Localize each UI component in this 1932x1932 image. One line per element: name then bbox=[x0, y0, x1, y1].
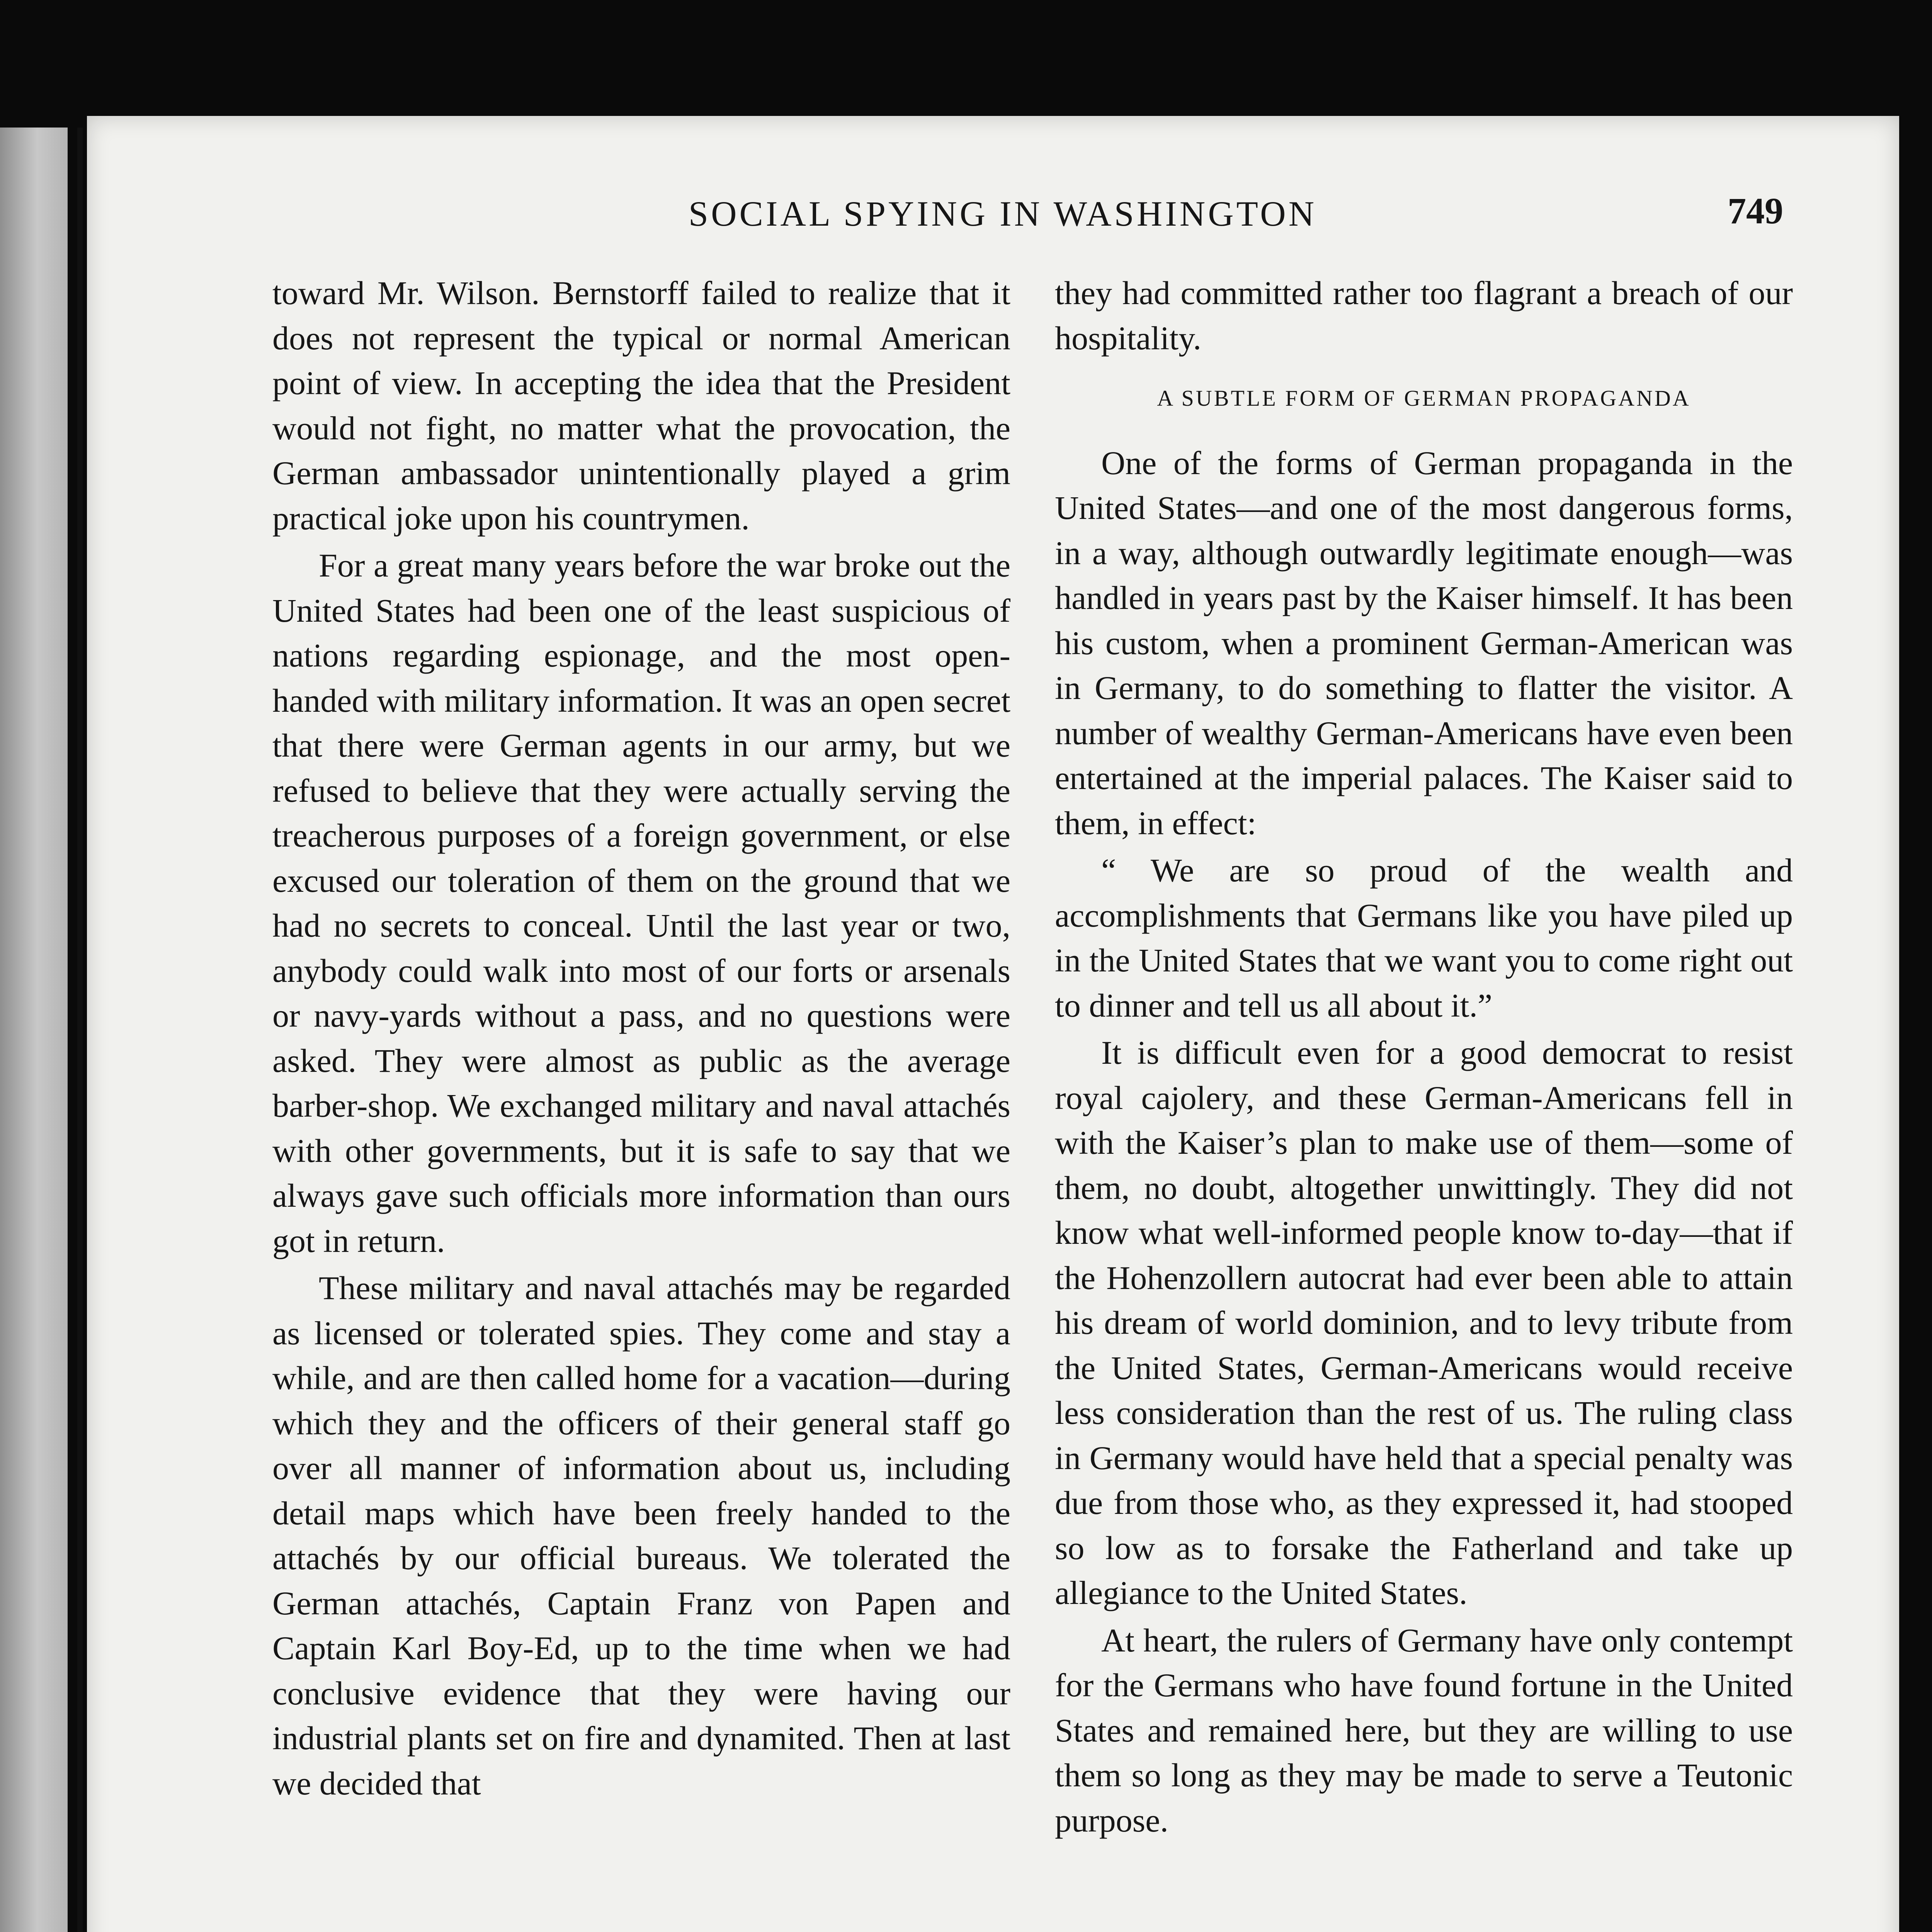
paragraph: It is difficult even for a good democrat to resist royal cajolery, and these German-Americans fell in with the Kaiser’s plan to make use of them—some of them, no doubt, altogether unwittingly. They did not know what well-informed people know to-day—that if the Hohenzollern autocrat had ever been able to attain his dream of world dominion, and to levy tribute from the United States, German-Americans would receive less consideration than the rest of us. The ruling class in Germany would have held that a special penalty was due from those who, as they expressed it, had stooped so low as to forsake the Fatherland and take up allegiance to the United States. bbox=[1055, 1034, 1793, 1611]
paragraph: For a great many years before the war broke out the United States had been one of the least suspicious of nations regarding espionage, and the most open-handed with military information. It was an open secret that there were German agents in our army, but we refused to believe that they were actually serving the treacherous purposes of a foreign government, or else excused our toleration of them on the ground that we had no secrets to conceal. Until the last year or two, anybody could walk into most of our forts or arsenals or navy-yards without a pass, and no questions were asked. They were almost as public as the average barber-shop. We exchanged military and naval attachés with other governments, but it is safe to say that we always gave such officials more information than ours got in return. bbox=[272, 547, 1010, 1259]
paragraph: These military and naval attachés may be regarded as licensed or tolerated spies. They come and stay a while, and are then called home for a vacation—during which they and the officers of their general staff go over all manner of information about us, including detail maps which have been freely handed to the attachés by our official bureaus. We tolerated the German attachés, Captain Franz von Papen and Captain Karl Boy-Ed, up to the time when we had conclusive evidence that they were having our industrial plants set on fire and dynamited. Then at last we decided that bbox=[272, 1269, 1010, 1802]
page-number: 749 bbox=[1728, 190, 1783, 231]
paragraph: At heart, the rulers of Germany have only contempt for the Germans who have found fortune in the United States and remained here, but they are willing to use them so long as they may be made to serve a Teutonic purpose. bbox=[1055, 1621, 1793, 1839]
paragraph: toward Mr. Wilson. Bernstorff failed to realize that it does not represent the typical or normal American point of view. In accepting the idea that the President would not fight, no matter what the provocation, the German ambassador unintentionally played a grim practical joke upon his countrymen. bbox=[272, 274, 1010, 537]
section-heading: A SUBTLE FORM OF GERMAN PROPAGANDA bbox=[1157, 386, 1691, 411]
paragraph: “ We are so proud of the wealth and accomplishments that Germans like you have piled up in the United States that we want you to come right out to dinner and tell us all about it.” bbox=[1055, 852, 1793, 1024]
paragraph: they had committed rather too flagrant a breach of our hospitality. bbox=[1055, 274, 1793, 357]
left-column bbox=[272, 270, 1010, 1808]
page-gutter bbox=[77, 128, 83, 1932]
scanned-page bbox=[87, 116, 1899, 1932]
running-head: SOCIAL SPYING IN WASHINGTON bbox=[688, 194, 1317, 233]
paragraph: One of the forms of German propaganda in the United States—and one of the most dangerous forms, in a way, although outwardly legitimate enough—was handled in years past by the Kaiser himself. It has been his custom, when a prominent German-American was in Germany, to do something to flatter the visitor. A number of wealthy German-Americans have even been entertained at the imperial palaces. The Kaiser said to them, in effect: bbox=[1055, 444, 1793, 842]
right-column bbox=[1055, 270, 1793, 1845]
adjacent-page-edge bbox=[0, 128, 68, 1932]
